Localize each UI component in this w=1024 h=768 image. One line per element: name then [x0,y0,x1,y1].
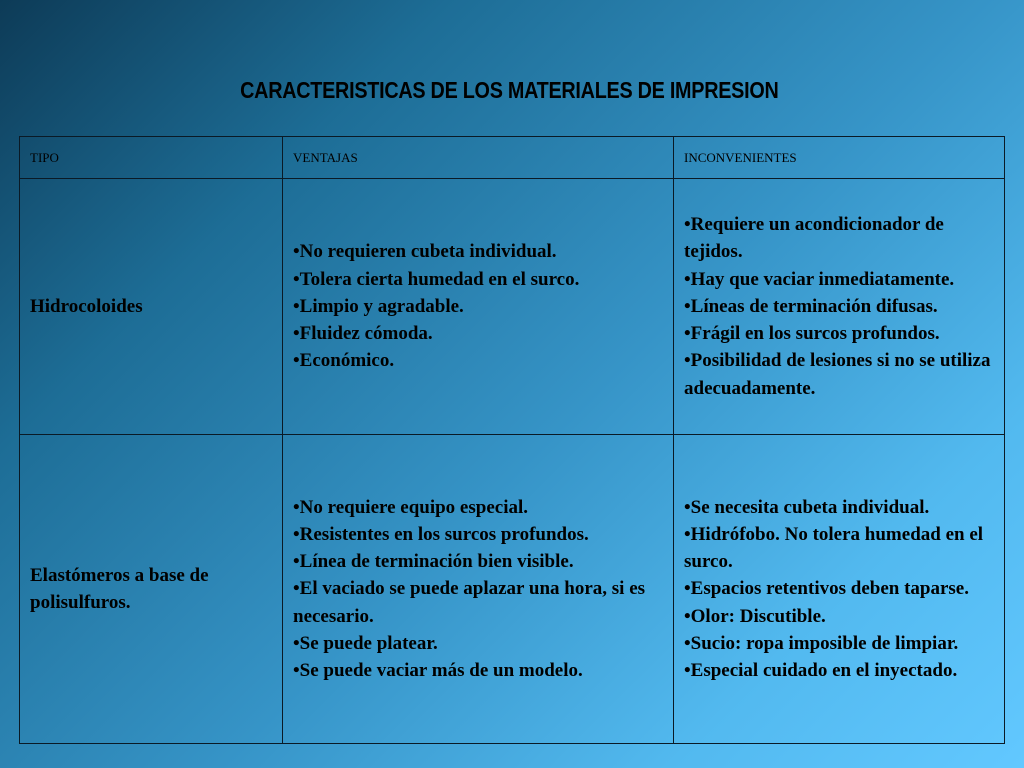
inconvenientes-list [684,211,998,401]
list-item: • Económico. [293,347,667,374]
cell-inconvenientes [674,179,1005,435]
header-tipo: TIPO [20,137,283,179]
list-item: • Limpio y agradable. [293,293,667,320]
materials-comparison-table [19,136,1005,744]
ventajas-list [293,494,667,684]
list-item: • Se puede platear. [293,630,667,657]
cell-tipo: Hidrocoloides [20,179,283,435]
ventajas-list [293,238,667,374]
list-item: • Hidrófobo. No tolera humedad en el surco. [684,521,998,575]
list-item: • Espacios retentivos deben taparse. [684,575,998,602]
list-item: • Frágil en los surcos profundos. [684,320,998,347]
cell-inconvenientes [674,435,1005,744]
list-item: • Olor: Discutible. [684,603,998,630]
list-item: • Línea de terminación bien visible. [293,548,667,575]
cell-tipo: Elastómeros a base de polisulfuros. [20,435,283,744]
inconvenientes-list [684,494,998,684]
list-item: • Sucio: ropa imposible de limpiar. [684,630,998,657]
list-item: • Requiere un acondicionador de tejidos. [684,211,998,265]
header-ventajas: VENTAJAS [283,137,674,179]
list-item: • Especial cuidado en el inyectado. [684,657,998,684]
cell-ventajas [283,435,674,744]
comparison-table-container [19,136,1005,744]
table-header-row [20,137,1005,179]
table-row-hidrocoloides [20,179,1005,435]
list-item: • No requiere equipo especial. [293,494,667,521]
list-item: • No requieren cubeta individual. [293,238,667,265]
list-item: • Hay que vaciar inmediatamente. [684,266,998,293]
list-item: • Posibilidad de lesiones si no se utiliza adecuadamente. [684,347,998,401]
list-item: • Resistentes en los surcos profundos. [293,521,667,548]
list-item: • Tolera cierta humedad en el surco. [293,266,667,293]
list-item: • Se necesita cubeta individual. [684,494,998,521]
list-item: • Se puede vaciar más de un modelo. [293,657,667,684]
slide-title: CARACTERISTICAS DE LOS MATERIALES DE IMPRESION [240,77,779,103]
cell-ventajas [283,179,674,435]
header-inconvenientes: INCONVENIENTES [674,137,1005,179]
list-item: • Fluidez cómoda. [293,320,667,347]
table-row-elastomeros [20,435,1005,744]
list-item: • El vaciado se puede aplazar una hora, si es necesario. [293,575,667,629]
list-item: • Líneas de terminación difusas. [684,293,998,320]
